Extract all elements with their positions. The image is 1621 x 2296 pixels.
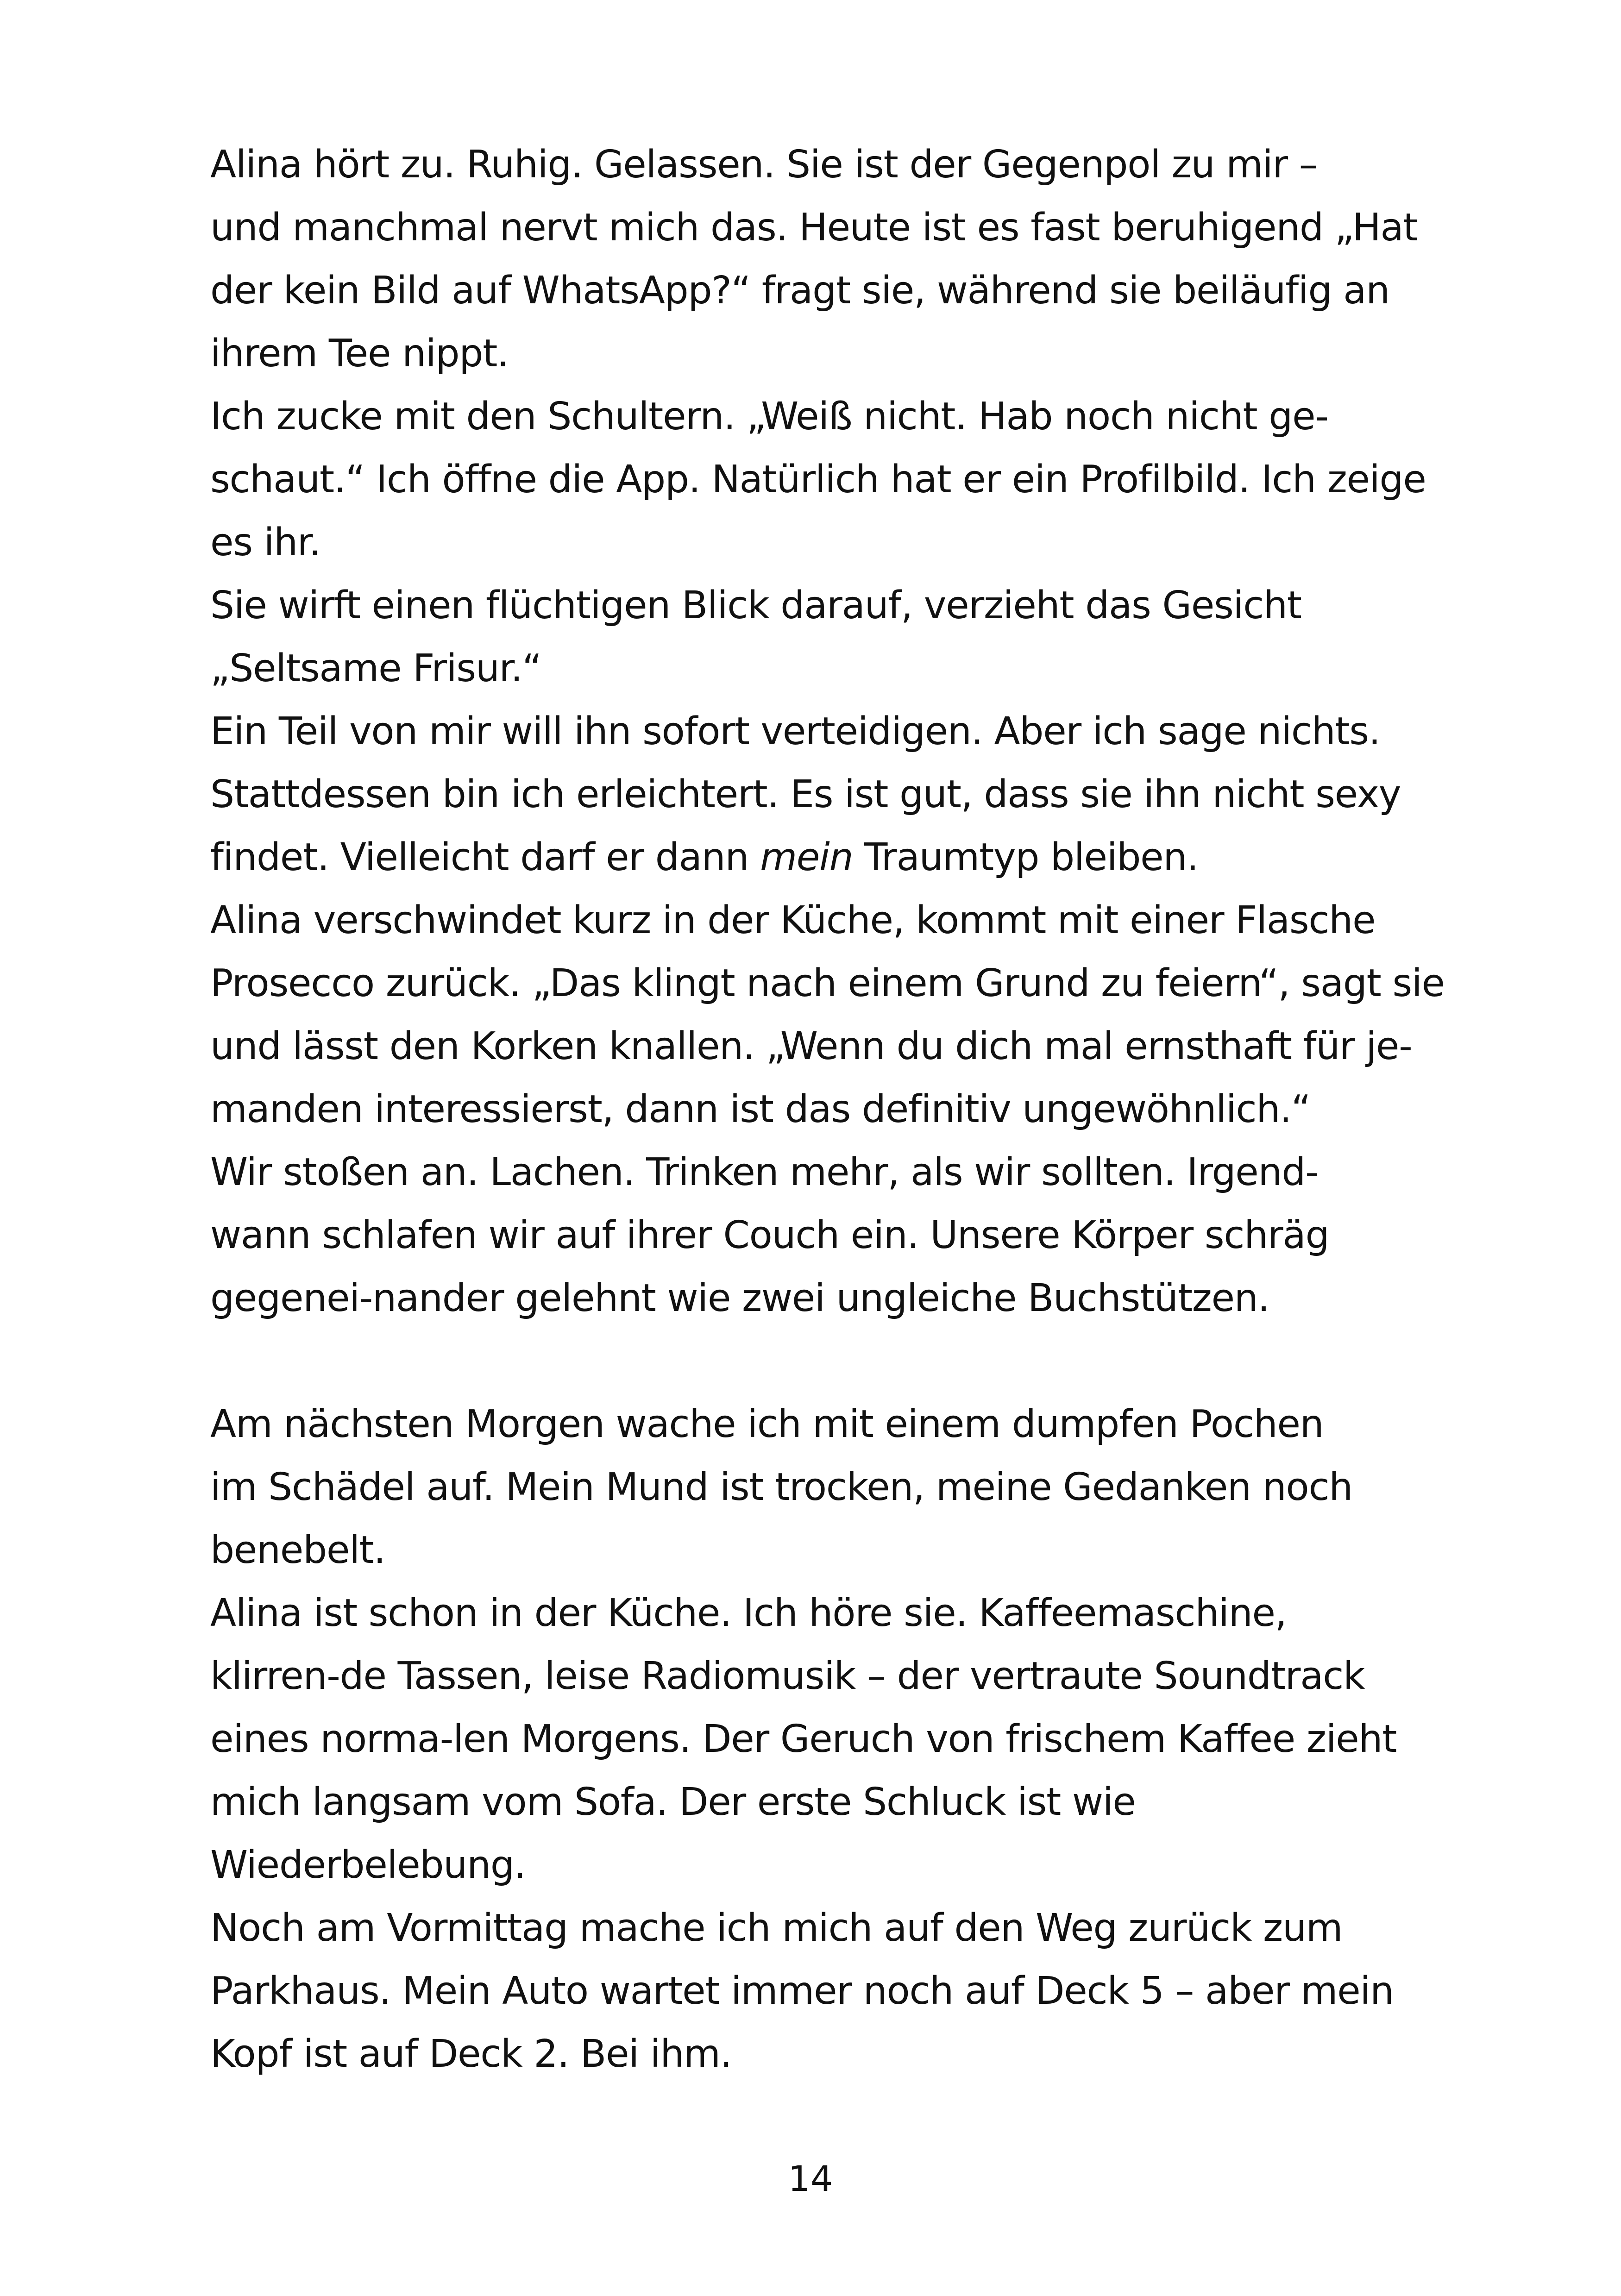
text-line: Sie wirft einen flüchtigen Blick darauf, verzieht das Gesicht [210,583,1301,627]
page-number: 14 [788,2158,833,2199]
paragraph [140,889,1445,1141]
text-line: „Seltsame Frisur.“ [210,646,541,690]
text-line: und manchmal nervt mich das. Heute ist es fast beruhigend „Hat [210,206,1418,250]
text-line: benebelt. [210,1528,385,1572]
text-line: Stattdessen bin ich erleichtert. Es ist gut, dass sie ihn nicht sexy [210,772,1401,816]
emphasized-word: mein [760,835,853,879]
text-line: und lässt den Korken knallen. „Wenn du dich mal ernsthaft für je- [210,1024,1412,1068]
text-line: manden interessierst, dann ist das definitiv ungewöhnlich.“ [210,1087,1311,1131]
text-line: gegenei-nander gelehnt wie zwei ungleiche Buchstützen. [210,1276,1269,1320]
text-line: schaut.“ Ich öffne die App. Natürlich hat er ein Profilbild. Ich zeige [210,458,1426,502]
text-line: Ich zucke mit den Schultern. „Weiß nicht. Hab noch nicht ge- [210,395,1328,439]
paragraph [140,385,1437,574]
text-line: Alina hört zu. Ruhig. Gelassen. Sie ist der Gegenpol zu mir – [210,143,1318,187]
paragraph [140,574,1437,700]
text-segment: findet. Vielleicht darf er dann [210,835,760,879]
text-line: Alina ist schon in der Küche. Ich höre sie. Kaffeemaschine, [210,1591,1287,1635]
paragraph [140,1897,1437,2086]
paragraph [140,1141,1437,1330]
paragraph [140,1582,1437,1897]
text-line: Kopf ist auf Deck 2. Bei ihm. [210,2032,732,2076]
text-line: es ihr. [210,521,320,565]
text-line: der kein Bild auf WhatsApp?“ fragt sie, während sie beiläufig an [210,269,1390,313]
text-line: Wiederbelebung. [210,1843,526,1887]
paragraph [140,133,1437,385]
text-line: Am nächsten Morgen wache ich mit einem dumpfen Pochen [210,1402,1324,1446]
text-segment: Traumtyp bleiben. [853,835,1199,879]
text-line: eines norma-len Morgens. Der Geruch von frischem Kaffee zieht [210,1717,1397,1761]
text-line: ihrem Tee nippt. [210,332,509,376]
text-line: klirren-de Tassen, leise Radiomusik – der vertraute Soundtrack [210,1654,1365,1698]
text-line: Wir stoßen an. Lachen. Trinken mehr, als wir sollten. Irgend- [210,1150,1319,1194]
body-text [140,133,1445,2086]
paragraph [140,1393,1437,1582]
text-line: Parkhaus. Mein Auto wartet immer noch auf Deck 5 – aber mein [210,1969,1394,2013]
text-line: im Schädel auf. Mein Mund ist trocken, meine Gedanken noch [210,1465,1353,1509]
paragraph [140,700,1437,889]
text-line: Ein Teil von mir will ihn sofort verteidigen. Aber ich sage nichts. [210,709,1380,753]
text-line: mich langsam vom Sofa. Der erste Schluck ist wie [210,1780,1136,1824]
text-line: wann schlafen wir auf ihrer Couch ein. Unsere Körper schräg [210,1213,1329,1257]
text-line [140,826,1437,889]
text-line: Prosecco zurück. „Das klingt nach einem Grund zu feiern“, sagt sie [210,961,1445,1005]
text-line: Noch am Vormittag mache ich mich auf den Weg zurück zum [210,1906,1343,1950]
text-line: Alina verschwindet kurz in der Küche, kommt mit einer Flasche [210,898,1376,942]
